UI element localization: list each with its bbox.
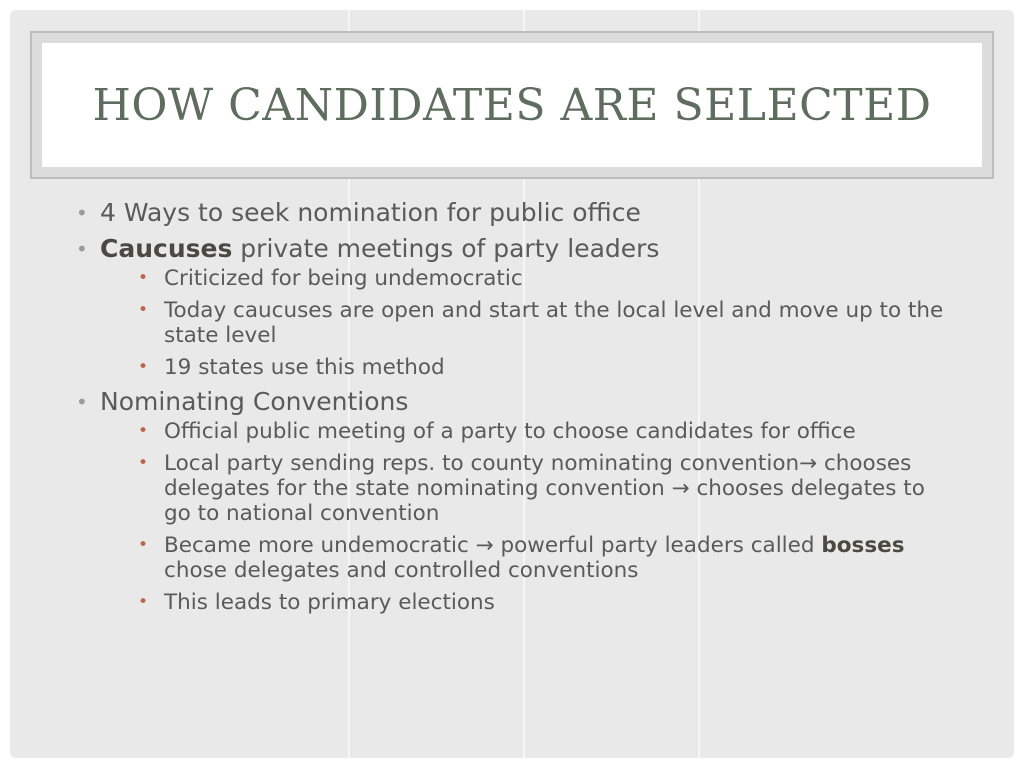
bullet-text: 4 Ways to seek nomination for public office	[100, 198, 641, 227]
title-frame	[30, 31, 994, 179]
bullet-item	[70, 198, 950, 228]
sub-bullet-text: Criticized for being undemocratic	[164, 266, 523, 291]
sub-bullet-text: Became more undemocratic → powerful party leaders called	[164, 533, 822, 558]
sub-bullet-text: Official public meeting of a party to choose candidates for office	[164, 419, 856, 444]
sub-bullet-bold-text: bosses	[821, 533, 905, 558]
sub-bullet-text: This leads to primary elections	[164, 590, 495, 615]
slide-title: HOW CANDIDATES ARE SELECTED	[92, 79, 932, 131]
sub-bullet-item	[130, 419, 950, 444]
sub-bullet-item	[130, 266, 950, 291]
bullet-icon: •	[76, 237, 88, 261]
sub-bullet-icon: •	[138, 268, 149, 288]
bullet-item	[70, 387, 950, 615]
sub-bullet-item	[130, 590, 950, 615]
sub-bullet-text-after: chose delegates and controlled conventions	[164, 558, 639, 583]
title-box	[42, 43, 982, 167]
sub-bullet-icon: •	[138, 357, 149, 377]
sub-list	[100, 419, 950, 615]
bullet-bold-text: Caucuses	[100, 234, 233, 263]
bullet-icon: •	[76, 201, 88, 225]
sub-bullet-text: 19 states use this method	[164, 355, 445, 380]
sub-bullet-item	[130, 451, 950, 526]
bullet-list	[70, 198, 950, 615]
slide	[10, 10, 1014, 758]
sub-bullet-text: Local party sending reps. to county nominating convention→ chooses delegates for the state nominating convention → chooses delegates to go to national convention	[164, 451, 925, 526]
sub-bullet-icon: •	[138, 300, 149, 320]
bullet-icon: •	[76, 390, 88, 414]
sub-bullet-item	[130, 355, 950, 380]
sub-bullet-icon: •	[138, 535, 149, 555]
sub-bullet-item	[130, 533, 950, 583]
sub-bullet-icon: •	[138, 453, 149, 473]
sub-bullet-text: Today caucuses are open and start at the local level and move up to the state level	[164, 298, 944, 348]
content-area	[70, 198, 950, 622]
bullet-item	[70, 234, 950, 380]
bullet-text: private meetings of party leaders	[232, 234, 660, 263]
bullet-text: Nominating Conventions	[100, 387, 409, 416]
sub-list	[100, 266, 950, 380]
sub-bullet-icon: •	[138, 421, 149, 441]
sub-bullet-item	[130, 298, 950, 348]
sub-bullet-icon: •	[138, 592, 149, 612]
